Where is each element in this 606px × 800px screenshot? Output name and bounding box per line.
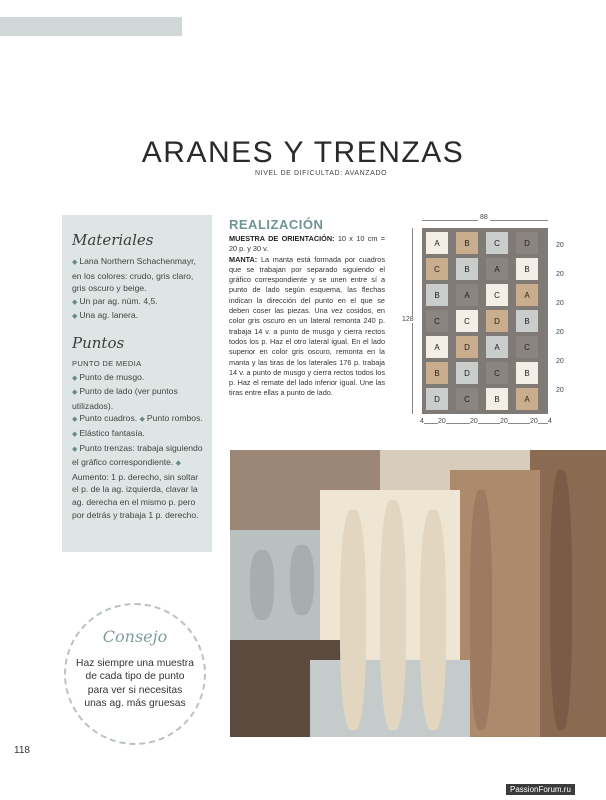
diagram-square: A	[486, 258, 508, 280]
list-item: ◆ Punto de musgo.	[72, 371, 145, 382]
right-dimension-label: 20	[556, 242, 564, 249]
bottom-dimension-label: 20	[470, 418, 478, 425]
diagram-square: D	[516, 232, 538, 254]
materiales-heading: Materiales	[72, 231, 154, 249]
diagram-square: C	[456, 310, 478, 332]
diagram-square: A	[486, 336, 508, 358]
list-item: ◆ Un par ag. núm. 4,5.	[72, 295, 158, 306]
page-number: 118	[14, 745, 30, 756]
list-item: ◆ Punto cuadros. ◆ Punto rombos. ◆ Elástico fantasía.	[72, 413, 203, 438]
list-item: ◆ Punto trenzas: trabaja siguiendo el gráfico correspondiente. ◆ Aumento: 1 p. derecho, sin soltar el p. de la ag. izquierda, clavar la ag. derecha en el mismo p. pero por detrás y trabaja 1 p. derecho.	[72, 442, 203, 520]
manta-label: MANTA:	[229, 254, 258, 264]
diagram-square: B	[516, 362, 538, 384]
diagram-square: C	[516, 336, 538, 358]
page-title: ARANES Y TRENZAS	[141, 136, 465, 169]
consejo-text: Haz siempre una muestra de cada tipo de punto para ver si necesitas unas ag. más gruesas	[76, 658, 194, 709]
width-label: 88	[480, 214, 488, 221]
bottom-dimension-label: 20	[438, 418, 446, 425]
diagram-square: B	[456, 232, 478, 254]
header-decor-bar	[0, 17, 182, 36]
realizacion-body	[229, 234, 385, 399]
manta-text: La manta está formada por cuadros que se trabajan por separado siguiendo el gráfico correspondiente y se unen entre sí a punto de lado según esquema, las flechas indican la dirección del punto en el que se deben coser las piezas. Una vez cosidos, en color gris oscuro en un lateral remonta 240 p. trabaja 14 v. a punto de musgo y cierra rectos todos los p. Haz el otro lateral igual. En el lado superior en color gris oscuro, remonta en la manta y las tiras de los laterales 176 p. trabaja 14 v. a punto de musgo y cierra rectos todos los p. Haz el remate del lado inferior igual. Une las tiras entre ellas a punto de lado.	[229, 254, 385, 398]
realizacion-section	[229, 217, 385, 399]
diagram-square: A	[426, 232, 448, 254]
diagram-square: A	[456, 284, 478, 306]
consejo-tip	[64, 603, 206, 745]
watermark: PassionForum.ru	[506, 784, 575, 795]
bottom-dimension-label: 20	[500, 418, 508, 425]
diagram-square: A	[516, 388, 538, 410]
diagram-square: A	[516, 284, 538, 306]
diagram-square: B	[456, 258, 478, 280]
right-dimension-label: 20	[556, 387, 564, 394]
bottom-dimension-label: 4	[420, 418, 424, 425]
diagram-square: C	[486, 284, 508, 306]
right-dimension-label: 20	[556, 271, 564, 278]
puntos-subheading: PUNTO DE MEDIA	[72, 358, 142, 368]
diagram-square: C	[426, 310, 448, 332]
puntos-heading: Puntos	[72, 333, 125, 352]
right-dimension-label: 20	[556, 300, 564, 307]
list-item: ◆ Punto de lado (ver puntos utilizados).	[72, 386, 178, 411]
right-dimension-label: 20	[556, 358, 564, 365]
diagram-square: B	[516, 258, 538, 280]
bottom-dimension-label: 4	[548, 418, 552, 425]
blanket-diagram	[400, 212, 578, 432]
diagram-square: B	[426, 284, 448, 306]
diagram-square: B	[426, 362, 448, 384]
blanket-grid	[422, 228, 548, 414]
right-dimension-label: 20	[556, 329, 564, 336]
diagram-square: B	[486, 388, 508, 410]
diagram-square: D	[426, 388, 448, 410]
list-item: ◆ Lana Northern Schachenmayr, en los colores: crudo, gris claro, gris oscuro y beige.	[72, 256, 196, 294]
diagram-square: C	[486, 232, 508, 254]
materials-box	[62, 215, 212, 552]
muestra-text: 10 x 10 cm = 20 p. y 30 v.	[229, 234, 386, 254]
materiales-list	[72, 255, 206, 324]
diagram-square: C	[456, 388, 478, 410]
realizacion-heading: REALIZACIÓN	[229, 217, 324, 232]
diagram-square: A	[426, 336, 448, 358]
diagram-square: C	[486, 362, 508, 384]
bottom-dimension-label: 20	[530, 418, 538, 425]
difficulty-label: NIVEL DE DIFICULTAD: AVANZADO	[255, 170, 388, 177]
diagram-square: D	[456, 362, 478, 384]
puntos-list	[72, 358, 206, 521]
diagram-square: B	[516, 310, 538, 332]
list-item: ◆ Una ag. lanera.	[72, 310, 139, 321]
diagram-square: D	[486, 310, 508, 332]
blanket-photo	[230, 450, 606, 737]
consejo-heading: Consejo	[102, 627, 168, 646]
diagram-square: C	[426, 258, 448, 280]
diagram-square: D	[456, 336, 478, 358]
height-label: 128	[402, 316, 414, 323]
muestra-label: MUESTRA DE ORIENTACIÓN:	[229, 234, 335, 243]
